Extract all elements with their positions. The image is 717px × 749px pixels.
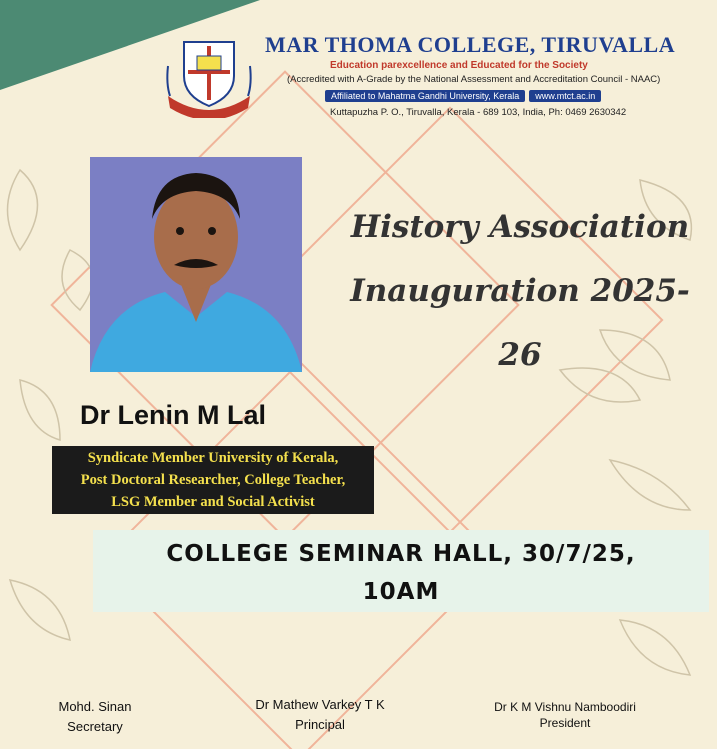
- signatory-role: President: [539, 716, 591, 730]
- event-title-line1: History Association: [350, 209, 690, 245]
- college-name: MAR THOMA COLLEGE, TIRUVALLA: [265, 32, 676, 57]
- signatory-principal: [235, 695, 405, 735]
- event-title-line2: Inauguration 2025-26: [350, 273, 690, 373]
- signatory-name: Mohd. Sinan: [58, 699, 132, 714]
- signatory-role: Principal: [295, 717, 345, 732]
- venue-line2: 10AM: [362, 579, 440, 605]
- website-badge: www.mtct.ac.in: [529, 90, 601, 102]
- affiliation-row: [325, 90, 605, 102]
- affiliation-badge: Affiliated to Mahatma Gandhi University, Kerala: [325, 90, 525, 102]
- speaker-description: [52, 446, 374, 514]
- speaker-name: Dr Lenin M Lal: [80, 400, 267, 430]
- signatory-role: Secretary: [67, 719, 123, 734]
- venue-text: [93, 535, 709, 611]
- speaker-desc-line2: Post Doctoral Researcher, College Teacher,: [80, 472, 346, 488]
- signatory-president: [470, 699, 660, 731]
- speaker-desc-line1: Syndicate Member University of Kerala,: [87, 450, 339, 466]
- college-tagline: Education parexcellence and Educated for the Society: [330, 60, 588, 71]
- signatory-name: Dr Mathew Varkey T K: [255, 697, 385, 712]
- event-title: [330, 195, 710, 387]
- college-address: Kuttapuzha P. O., Tiruvalla, Kerala - 689 103, India, Ph: 0469 2630342: [330, 107, 627, 118]
- speaker-desc-line3: LSG Member and Social Activist: [111, 494, 315, 510]
- college-crest-logo: [164, 34, 254, 118]
- speaker-photo: [90, 157, 302, 372]
- signatory-secretary: [40, 697, 150, 737]
- signatory-name: Dr K M Vishnu Namboodiri: [494, 700, 636, 714]
- venue-line1: COLLEGE SEMINAR HALL, 30/7/25,: [166, 541, 636, 567]
- accreditation-text: (Accredited with A-Grade by the National Assessment and Accreditation Council - NAAC): [287, 74, 661, 85]
